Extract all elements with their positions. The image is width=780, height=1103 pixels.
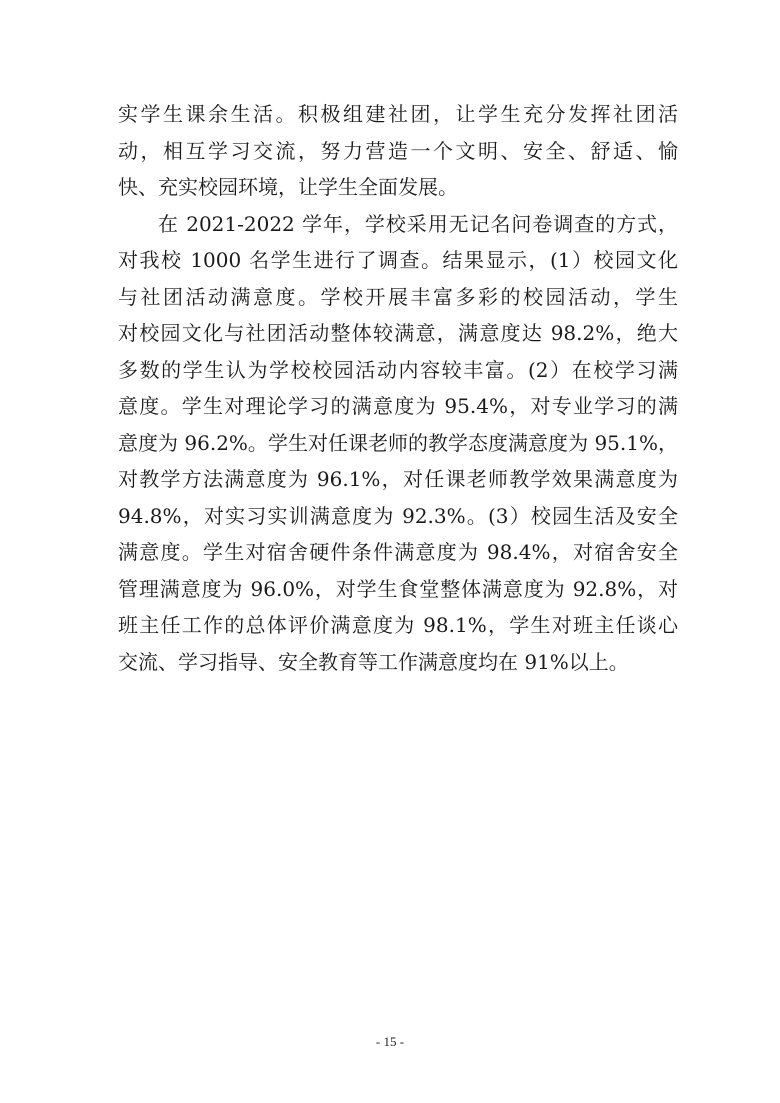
paragraph-1 bbox=[118, 96, 678, 206]
text-line: 对我校 1000 名学生进行了调查。结果显示，(1）校园文化 bbox=[118, 248, 678, 272]
text-line: 快、充实校园环境，让学生全面发展。 bbox=[118, 175, 458, 199]
body-text bbox=[118, 96, 678, 680]
text-line: 满意度。学生对宿舍硬件条件满意度为 98.4%，对宿舍安全 bbox=[118, 540, 678, 564]
page-number: - 15 - bbox=[375, 1034, 405, 1049]
text-line: 实学生课余生活。积极组建社团，让学生充分发挥社团活 bbox=[118, 102, 678, 126]
text-line: 交流、学习指导、安全教育等工作满意度均在 91%以上。 bbox=[118, 649, 629, 674]
text-line: 94.8%，对实习实训满意度为 92.3%。(3）校园生活及安全 bbox=[118, 503, 678, 528]
text-line: 多数的学生认为学校校园活动内容较丰富。(2）在校学习满 bbox=[118, 357, 678, 382]
text-line: 动，相互学习交流，努力营造一个文明、安全、舒适、愉 bbox=[118, 138, 678, 163]
text-line: 在 2021-2022 学年，学校采用无记名问卷调查的方式， bbox=[158, 211, 678, 236]
text-line: 意度。学生对理论学习的满意度为 95.4%，对专业学习的满 bbox=[118, 394, 678, 418]
text-line: 管理满意度为 96.0%，对学生食堂整体满意度为 92.8%，对 bbox=[118, 576, 678, 601]
text-line: 意度为 96.2%。学生对任课老师的教学态度满意度为 95.1%， bbox=[118, 430, 678, 455]
text-line: 对教学方法满意度为 96.1%，对任课老师教学效果满意度为 bbox=[118, 467, 678, 491]
text-line: 对校园文化与社团活动整体较满意，满意度达 98.2%，绝大 bbox=[118, 321, 678, 345]
paragraph-2 bbox=[118, 206, 678, 681]
text-line: 与社团活动满意度。学校开展丰富多彩的校园活动，学生 bbox=[118, 284, 678, 309]
text-line: 班主任工作的总体评价满意度为 98.1%，学生对班主任谈心 bbox=[118, 613, 678, 637]
